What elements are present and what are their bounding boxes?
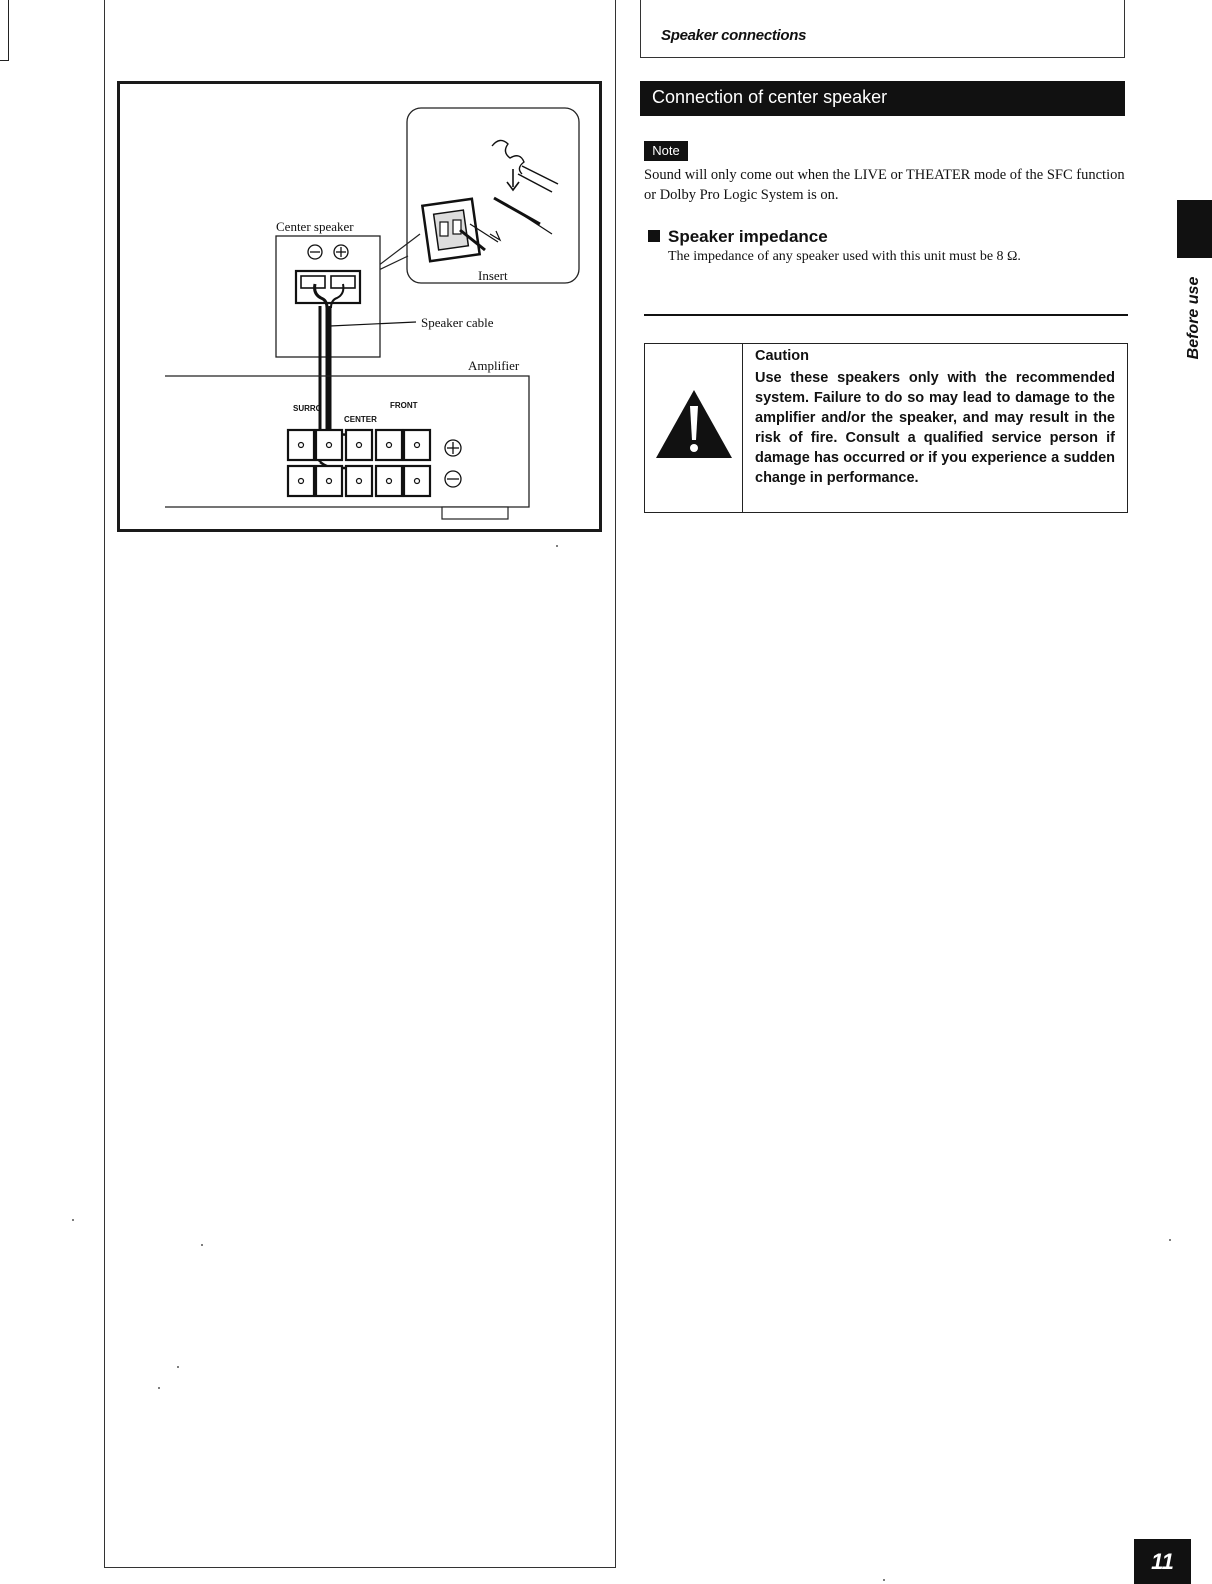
side-tab-label-text: Before use	[1185, 276, 1202, 360]
side-tab-label	[1179, 268, 1209, 368]
center-terminal-label: CENTER	[344, 415, 377, 424]
scan-speck	[72, 1219, 74, 1221]
scan-speck	[158, 1387, 160, 1389]
inset-terminal-plate	[422, 199, 479, 261]
speaker-cable-label: Speaker cable	[421, 315, 494, 330]
page-number: 11	[1134, 1539, 1191, 1584]
amplifier-label: Amplifier	[468, 358, 520, 373]
center-speaker-label: Center speaker	[276, 219, 354, 234]
caution-body: Use these speakers only with the recommended system. Failure to do so may lead to damage to the amplifier and/or the speaker, and may result in the risk of fire. Consult a qualified service person if damage has occurred or if you experience a sudden change in performance.	[755, 370, 1115, 486]
amplifier-foot	[442, 507, 508, 519]
connection-diagram	[117, 81, 602, 532]
amplifier-polarity-symbols	[445, 440, 461, 487]
section-title-bar	[640, 81, 1125, 116]
scan-speck	[556, 545, 558, 547]
scan-speck	[883, 1579, 885, 1581]
section-divider	[644, 314, 1128, 316]
impedance-heading-text: Speaker impedance	[668, 227, 828, 246]
crop-mark	[0, 0, 9, 61]
speaker-terminal-block	[296, 271, 360, 303]
caution-title: Caution	[755, 348, 809, 364]
bullet-square-icon	[648, 230, 660, 242]
amplifier-terminal-row-bottom	[288, 466, 430, 496]
note-badge: Note	[644, 141, 688, 161]
insert-label: Insert	[478, 268, 508, 283]
scan-speck	[177, 1366, 179, 1368]
scan-speck	[201, 1244, 203, 1246]
section-title: Connection of center speaker	[652, 87, 888, 107]
impedance-text: The impedance of any speaker used with this unit must be 8 Ω.	[668, 249, 1021, 264]
front-label: FRONT	[390, 401, 418, 410]
impedance-heading	[648, 227, 828, 247]
caution-box	[644, 343, 1128, 513]
warning-triangle-icon	[655, 388, 733, 460]
amplifier-terminal-row-top	[288, 430, 430, 460]
page-header	[640, 0, 1125, 58]
surround-label: SURRO	[293, 404, 322, 413]
caution-icon-cell	[645, 344, 743, 512]
side-tab-marker	[1177, 200, 1212, 258]
header-section-title: Speaker connections	[661, 27, 807, 44]
note-text: Sound will only come out when the LIVE or THEATER mode of the SFC function or Dolby Pro Logic System is on.	[644, 167, 1125, 203]
connection-diagram-svg	[120, 84, 599, 529]
scan-speck	[1169, 1239, 1171, 1241]
